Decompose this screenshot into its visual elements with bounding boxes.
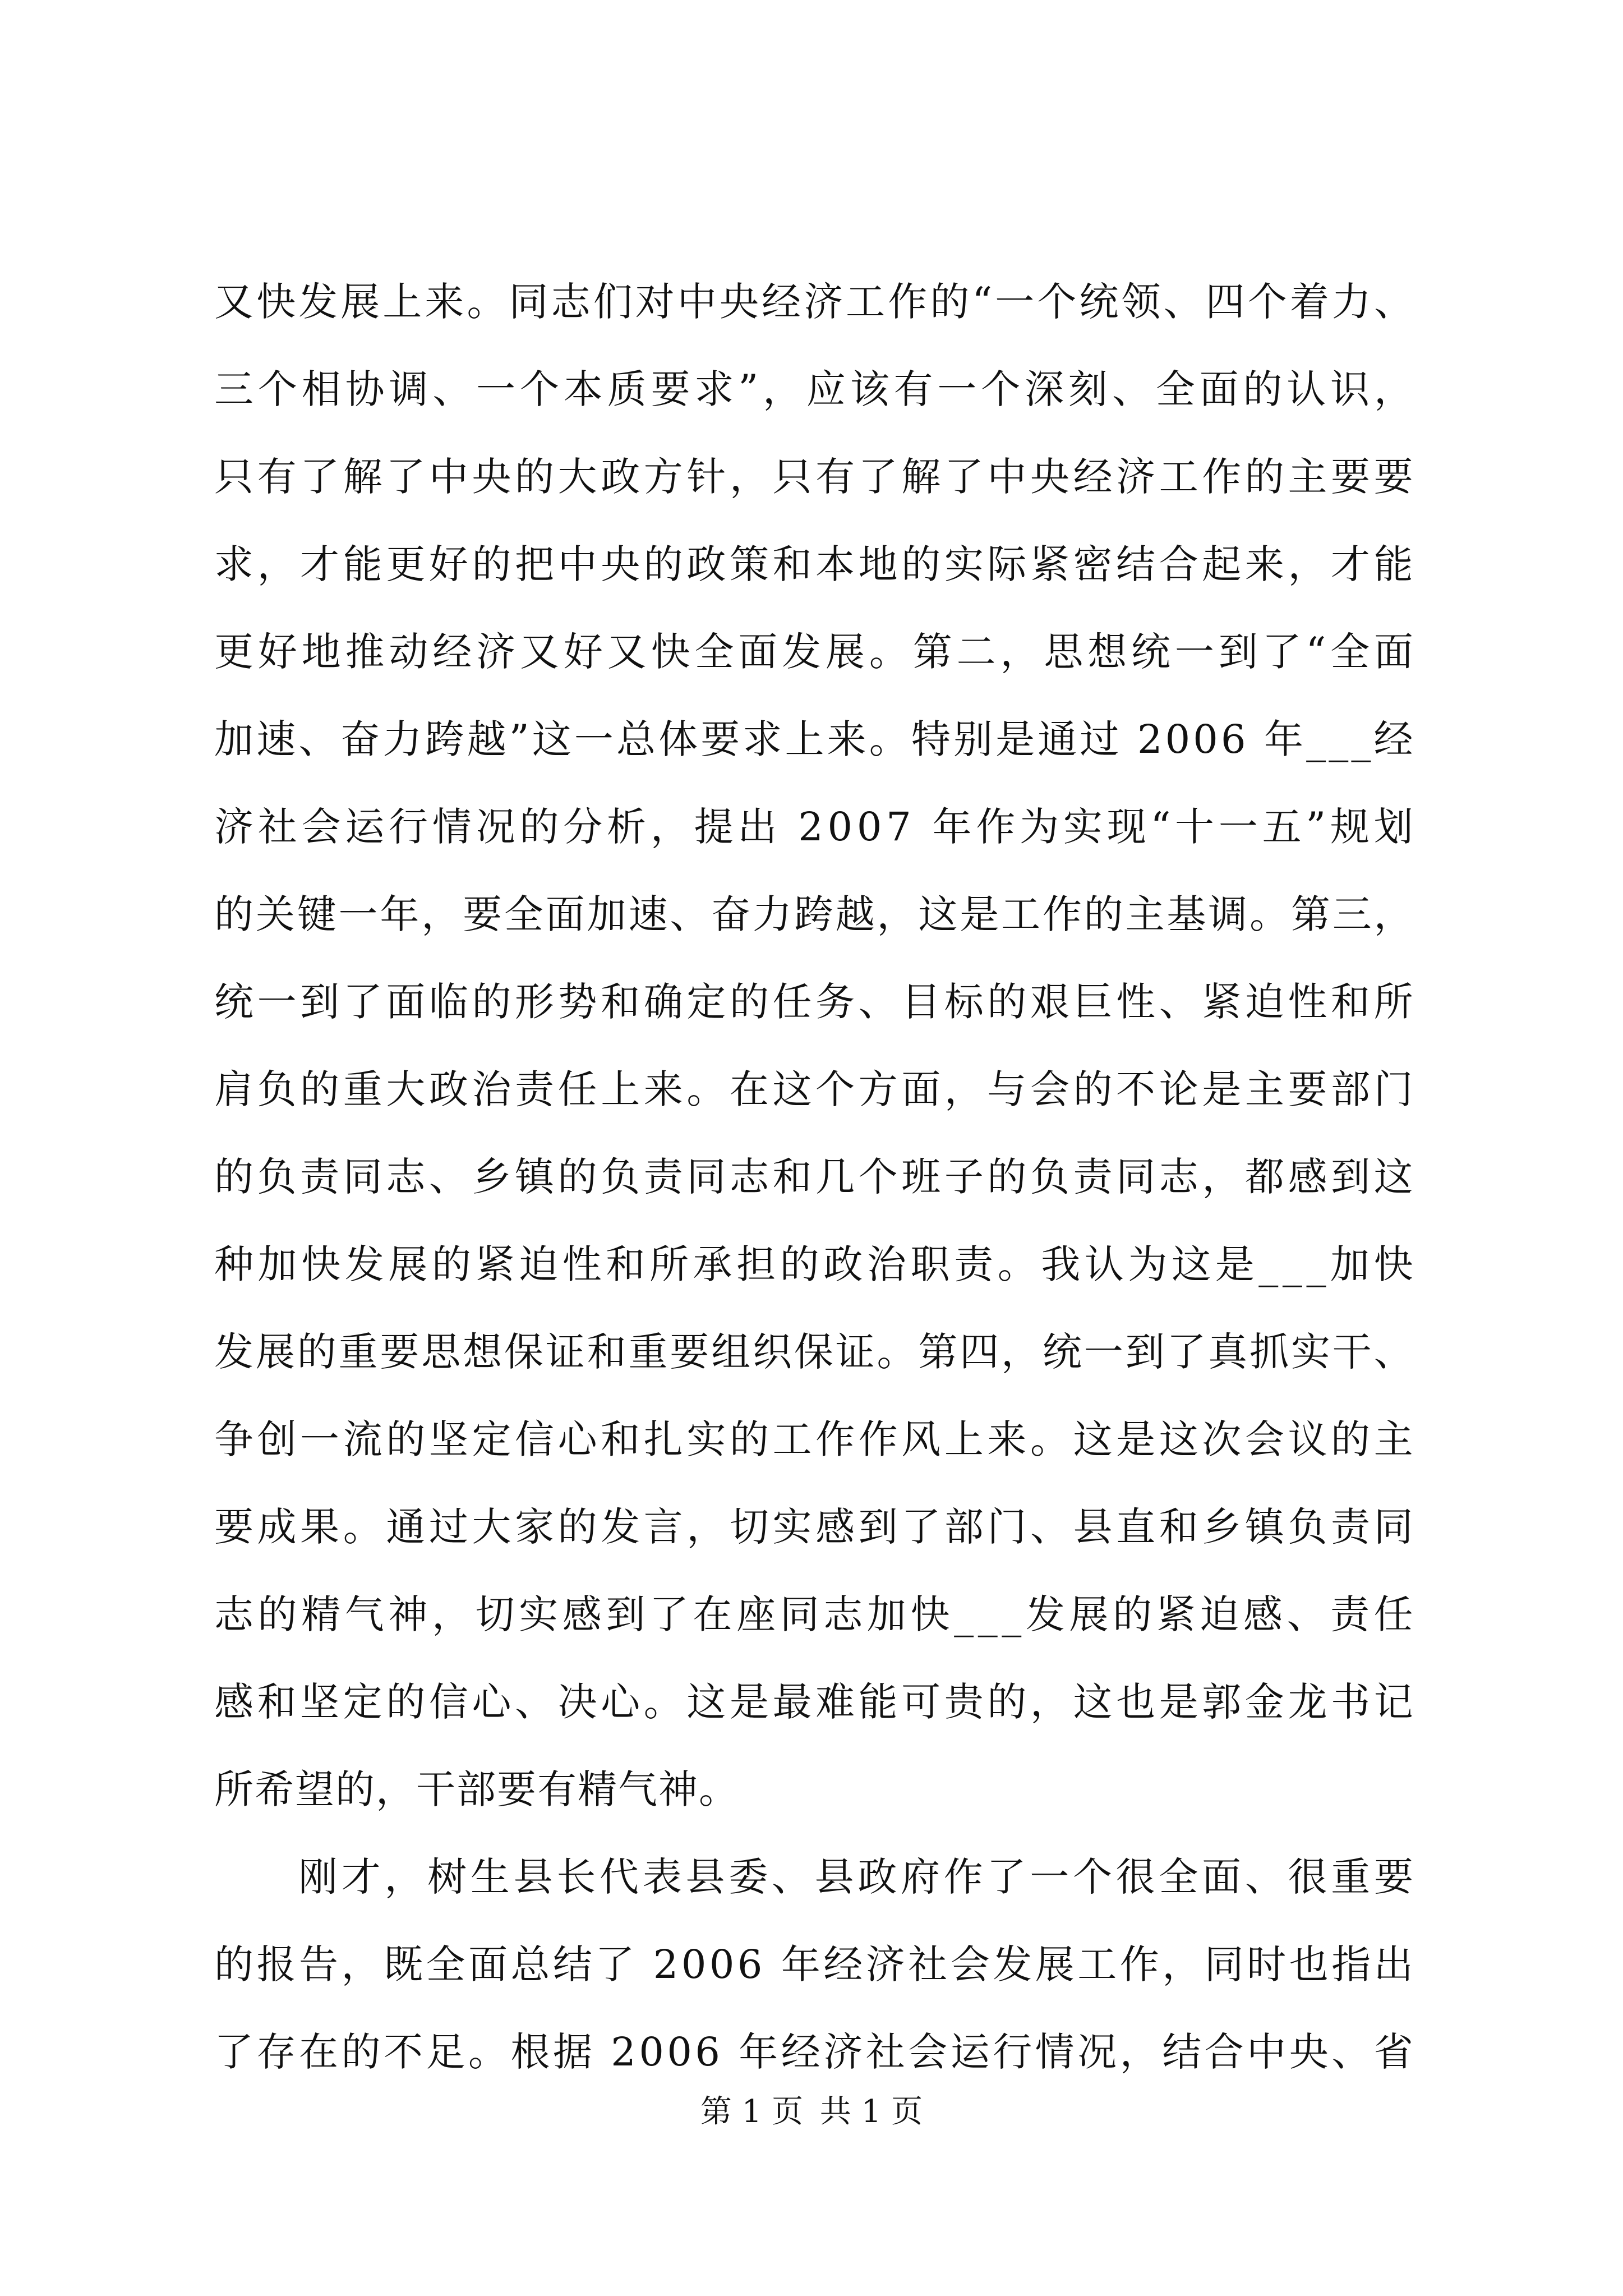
text-line: 志 的 精 气 神 ， 切 实 感 到 了 在 座 同 志 加 快 _ _ _ 发 展 的 紧 迫 感 、 责 任 [214,1591,1414,1637]
text-line: 统 一 到 了 面 临 的 形 势 和 确 定 的 任 务 、 目 标 的 艰 巨 性 、 紧 迫 性 和 所 [214,979,1414,1025]
text-line: 发 展 的 重 要 思 想 保 证 和 重 要 组 织 保 证 。 第 四 ， 统 一 到 了 真 抓 实 干 、 [214,1329,1414,1375]
text-line: 济 社 会 运 行 情 况 的 分 析 ， 提 出 2 0 0 7 年 作 为 实 现 “ 十 一 五 ” 规 划 [214,804,1414,850]
document-body [214,258,1414,2096]
text-line: 的 报 告 ， 既 全 面 总 结 了 2 0 0 6 年 经 济 社 会 发 展 工 作 ， 同 时 也 指 出 [214,1941,1414,1987]
text-line: 又 快 发 展 上 来 。 同 志 们 对 中 央 经 济 工 作 的 “ 一 个 统 领 、 四 个 着 力 、 [214,279,1414,325]
text-line: 刚 才 ， 树 生 县 长 代 表 县 委 、 县 政 府 作 了 一 个 很 全 面 、 很 重 要 [298,1854,1414,1900]
text-line: 更 好 地 推 动 经 济 又 好 又 快 全 面 发 展 。 第 二 ， 思 想 统 一 到 了 “ 全 面 [214,629,1414,675]
text-line: 要 成 果 。 通 过 大 家 的 发 言 ， 切 实 感 到 了 部 门 、 县 直 和 乡 镇 负 责 同 [214,1504,1414,1550]
text-line: 种 加 快 发 展 的 紧 迫 性 和 所 承 担 的 政 治 职 责 。 我 认 为 这 是 _ _ _ 加 快 [214,1241,1414,1287]
text-line: 三 个 相 协 调 、 一 个 本 质 要 求 ” ， 应 该 有 一 个 深 刻 、 全 面 的 认 识 ， [214,366,1414,412]
text-line: 加 速 、 奋 力 跨 越 ” 这 一 总 体 要 求 上 来 。 特 别 是 通 过 2 0 0 6 年 _ _ _ 经 [214,716,1414,762]
page-number: 第 1 页 [700,2093,804,2130]
text-line: 所希望的，干部要有精气神。 [214,1766,739,1812]
text-line: 求 ， 才 能 更 好 的 把 中 央 的 政 策 和 本 地 的 实 际 紧 密 结 合 起 来 ， 才 能 [214,541,1414,587]
page-footer [0,2092,1623,2132]
text-line: 肩 负 的 重 大 政 治 责 任 上 来 。 在 这 个 方 面 ， 与 会 的 不 论 是 主 要 部 门 [214,1066,1414,1112]
text-line: 感 和 坚 定 的 信 心 、 决 心 。 这 是 最 难 能 可 贵 的 ， 这 也 是 郭 金 龙 书 记 [214,1679,1414,1725]
paragraph [214,258,1414,1833]
page-total: 共 1 页 [819,2093,923,2130]
paragraph [214,1833,1414,2096]
text-line: 的 负 责 同 志 、 乡 镇 的 负 责 同 志 和 几 个 班 子 的 负 责 同 志 ， 都 感 到 这 [214,1154,1414,1200]
text-line: 只 有 了 解 了 中 央 的 大 政 方 针 ， 只 有 了 解 了 中 央 经 济 工 作 的 主 要 要 [214,454,1414,500]
text-line: 了 存 在 的 不 足 。 根 据 2 0 0 6 年 经 济 社 会 运 行 情 况 ， 结 合 中 央 、 省 [214,2029,1414,2075]
text-line: 争 创 一 流 的 坚 定 信 心 和 扎 实 的 工 作 作 风 上 来 。 这 是 这 次 会 议 的 主 [214,1416,1414,1462]
text-line: 的 关 键 一 年 ， 要 全 面 加 速 、 奋 力 跨 越 ， 这 是 工 作 的 主 基 调 。 第 三 ， [214,891,1414,937]
